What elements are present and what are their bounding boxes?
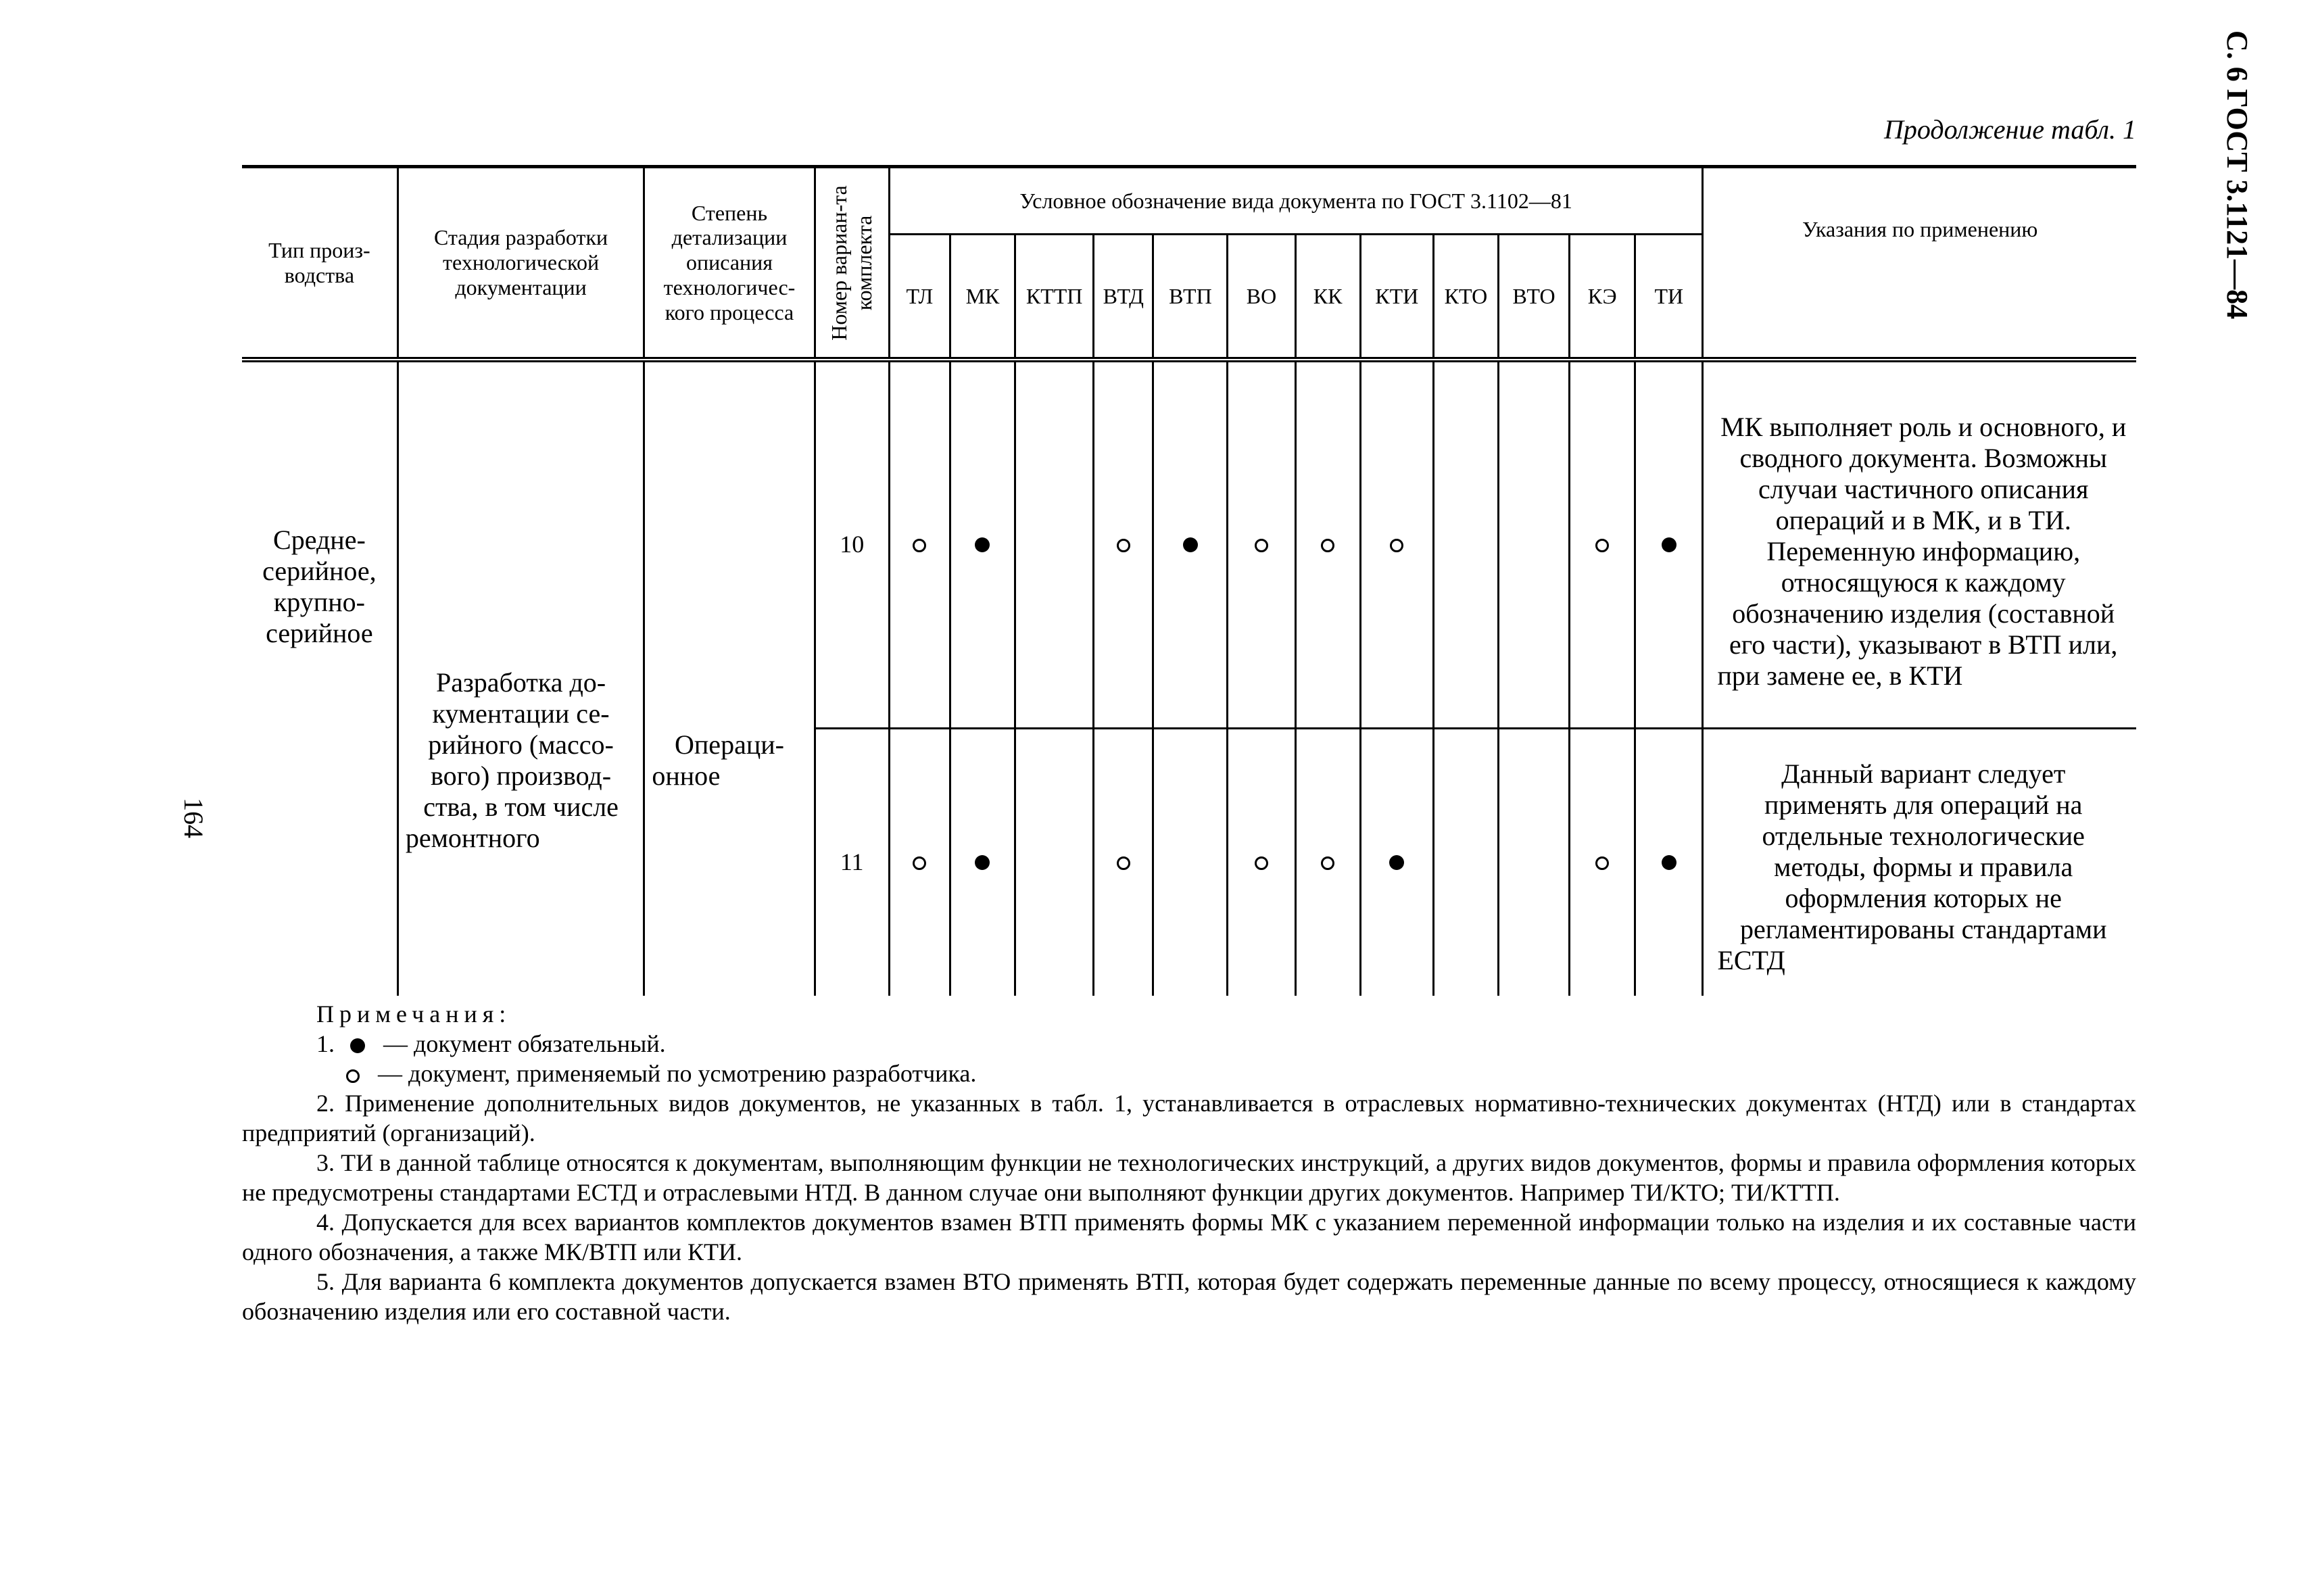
cell-mark bbox=[889, 360, 950, 729]
cell-mark bbox=[1153, 360, 1228, 729]
header-doc-type: КТТП bbox=[1015, 235, 1094, 360]
open-circle-icon bbox=[913, 856, 926, 870]
header-doc-type: ВТО bbox=[1498, 235, 1569, 360]
note-4: 4. Допускается для всех вариантов комплектов документов взамен ВТП применять формы МК с указанием переменной информации только на изделия и их составные части одного обозначения, а также МК/ВТП или КТИ. bbox=[242, 1209, 2136, 1265]
cell-variant: 11 bbox=[815, 729, 889, 996]
header-production-type: Тип произ-водства bbox=[242, 167, 397, 360]
header-doc-type: ТИ bbox=[1635, 235, 1703, 360]
cell-mark bbox=[1570, 729, 1635, 996]
continuation-label: Продолжение табл. 1 bbox=[1883, 114, 2136, 145]
cell-mark bbox=[950, 360, 1015, 729]
notes-section bbox=[242, 999, 2136, 1326]
header-doc-type: КК bbox=[1295, 235, 1360, 360]
cell-variant: 10 bbox=[815, 360, 889, 729]
header-doc-type: КТО bbox=[1433, 235, 1498, 360]
cell-mark bbox=[1094, 360, 1153, 729]
filled-circle-icon bbox=[350, 1038, 365, 1053]
header-doc-type: ВТД bbox=[1094, 235, 1153, 360]
notes-title: Примечания: bbox=[316, 1000, 512, 1027]
note-2: 2. Применение дополнительных видов документов, не указанных в табл. 1, устанавливается в отраслевых нормативно-технических документах (НТД) или в стандартах предприятий (организаций). bbox=[242, 1090, 2136, 1146]
open-circle-icon bbox=[1321, 539, 1334, 552]
header-doc-type: ТЛ bbox=[889, 235, 950, 360]
header-doc-type: МК bbox=[950, 235, 1015, 360]
cell-mark bbox=[1498, 360, 1569, 729]
filled-circle-icon bbox=[1662, 537, 1676, 552]
note-5: 5. Для варианта 6 комплекта документов допускается взамен ВТО применять ВТП, которая будет содержать переменные данные по всему процессу, относящиеся к каждому обозначению изделия или его составной части. bbox=[242, 1268, 2136, 1325]
cell-mark bbox=[1228, 360, 1295, 729]
filled-circle-icon bbox=[1183, 537, 1198, 552]
open-circle-icon bbox=[1117, 856, 1130, 870]
cell-note: Данный вариант следует применять для операций на отдельные технологические методы, формы и правила оформления которых не регламентированы стандартами ЕСТД bbox=[1703, 729, 2136, 996]
cell-mark bbox=[1228, 729, 1295, 996]
cell-mark bbox=[889, 729, 950, 996]
cell-mark bbox=[1433, 729, 1498, 996]
cell-detail: Операци-онное bbox=[644, 360, 815, 996]
cell-note: МК выполняет роль и основного, и сводного документа. Возможны случаи частичного описания операций и в МК, и в ТИ. Переменную информацию, относящуюся к каждому обозначению изделия (составной его части), указывают в ВТП или, при замене ее, в КТИ bbox=[1703, 360, 2136, 729]
side-header-gost: С. 6 ГОСТ 3.1121—84 bbox=[2221, 30, 2254, 320]
cell-mark bbox=[1635, 360, 1703, 729]
header-instructions: Указания по применению bbox=[1703, 167, 2136, 360]
header-variant-text: Номер вариан-та комплекта bbox=[827, 185, 877, 341]
cell-mark bbox=[1498, 729, 1569, 996]
filled-circle-icon bbox=[1389, 855, 1404, 870]
cell-mark bbox=[1433, 360, 1498, 729]
cell-mark bbox=[1295, 360, 1360, 729]
open-circle-icon bbox=[913, 539, 926, 552]
note-1-number: 1. bbox=[316, 1030, 335, 1057]
filled-circle-icon bbox=[975, 537, 990, 552]
open-circle-icon bbox=[1117, 539, 1130, 552]
document-table bbox=[242, 165, 2136, 996]
note-1-filled-text: — документ обязательный. bbox=[383, 1030, 666, 1057]
cell-mark bbox=[1570, 360, 1635, 729]
header-detail: Степень детализации описания технологичес-кого процесса bbox=[644, 167, 815, 360]
header-row bbox=[242, 167, 2136, 235]
cell-mark bbox=[1094, 729, 1153, 996]
header-stage: Стадия разработки технологической документации bbox=[397, 167, 644, 360]
cell-mark bbox=[950, 729, 1015, 996]
header-doc-type: ВО bbox=[1228, 235, 1295, 360]
open-circle-icon bbox=[1255, 539, 1268, 552]
cell-production-type: Средне-серийное, крупно-серийное bbox=[242, 360, 397, 996]
note-1-open-text: — документ, применяемый по усмотрению разработчика. bbox=[378, 1060, 977, 1087]
cell-mark bbox=[1015, 360, 1094, 729]
filled-circle-icon bbox=[1662, 855, 1676, 870]
open-circle-icon bbox=[1595, 856, 1609, 870]
cell-mark bbox=[1153, 729, 1228, 996]
open-circle-icon bbox=[1390, 539, 1403, 552]
cell-mark bbox=[1015, 729, 1094, 996]
header-designation: Условное обозначение вида документа по ГОСТ 3.1102—81 bbox=[889, 167, 1703, 235]
page-number: 164 bbox=[178, 798, 209, 838]
filled-circle-icon bbox=[975, 855, 990, 870]
cell-mark bbox=[1360, 729, 1433, 996]
cell-mark bbox=[1635, 729, 1703, 996]
header-doc-type: КЭ bbox=[1570, 235, 1635, 360]
open-circle-icon bbox=[1255, 856, 1268, 870]
cell-stage: Разработка до-кументации се-рийного (массо-вого) производ-ства, в том числе ремонтного bbox=[397, 360, 644, 996]
note-3: 3. ТИ в данной таблице относятся к документам, выполняющим функции не технологических инструкций, а других видов документов, формы и правила оформления которых не предусмотрены стандартами ЕСТД и отраслевыми НТД. В данном случае они выполняют функции других документов. Например ТИ/КТО; ТИ/КТТП. bbox=[242, 1149, 2136, 1206]
open-circle-icon bbox=[1321, 856, 1334, 870]
header-doc-type: ВТП bbox=[1153, 235, 1228, 360]
header-variant bbox=[815, 167, 889, 360]
table-row bbox=[242, 360, 2136, 729]
cell-mark bbox=[1295, 729, 1360, 996]
header-doc-type: КТИ bbox=[1360, 235, 1433, 360]
open-circle-icon bbox=[346, 1069, 360, 1083]
open-circle-icon bbox=[1595, 539, 1609, 552]
cell-mark bbox=[1360, 360, 1433, 729]
